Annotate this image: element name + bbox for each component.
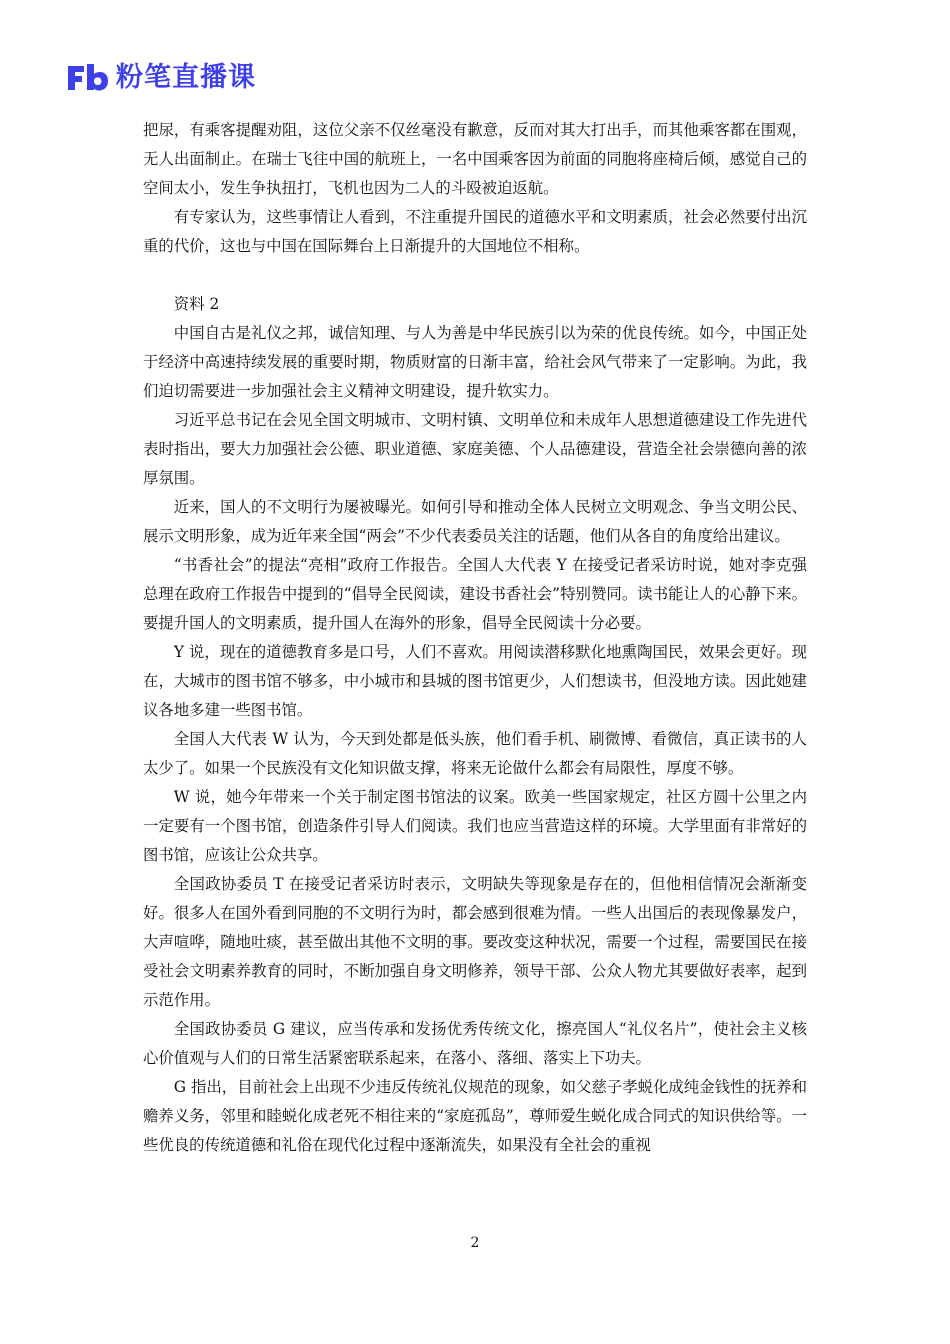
paragraph-spacer [143,261,807,290]
document-body [143,116,807,1160]
paragraph: “书香社会”的提法“亮相”政府工作报告。全国人大代表 Y 在接受记者采访时说，她对李克强总理在政府工作报告中提到的“倡导全民阅读，建设书香社会”特别赞同。读书能让人的心静下来。要提升国人的文明素质，提升国人在海外的形象，倡导全民阅读十分必要。 [143,556,807,632]
paragraph: 中国自古是礼仪之邦，诚信知理、与人为善是中华民族引以为荣的优良传统。如今，中国正处于经济中高速持续发展的重要时期，物质财富的日渐丰富，给社会风气带来了一定影响。为此，我们迫切需要进一步加强社会主义精神文明建设，提升软实力。 [143,324,807,400]
paragraph: Y 说，现在的道德教育多是口号，人们不喜欢。用阅读潜移默化地熏陶国民，效果会更好。现在，大城市的图书馆不够多，中小城市和县城的图书馆更少，人们想读书，但没地方读。因此她建议各地多建一些图书馆。 [143,643,807,719]
header-logo [66,58,256,98]
paragraph: 习近平总书记在会见全国文明城市、文明村镇、文明单位和未成年人思想道德建设工作先进代表时指出，要大力加强社会公德、职业道德、家庭美德、个人品德建设，营造全社会崇德向善的浓厚氛围。 [143,411,807,487]
paragraph: W 说，她今年带来一个关于制定图书馆法的议案。欧美一些国家规定，社区方圆十公里之内一定要有一个图书馆，创造条件引导人们阅读。我们也应当营造这样的环境。大学里面有非常好的图书馆，应该让公众共享。 [143,788,807,864]
paragraph: 有专家认为，这些事情让人看到，不注重提升国民的道德水平和文明素质，社会必然要付出沉重的代价，这也与中国在国际舞台上日渐提升的大国地位不相称。 [143,208,807,255]
paragraph: 近来，国人的不文明行为屡被曝光。如何引导和推动全体人民树立文明观念、争当文明公民、展示文明形象，成为近年来全国“两会”不少代表委员关注的话题，他们从各自的角度给出建议。 [143,498,807,545]
paragraph: 全国政协委员 T 在接受记者采访时表示，文明缺失等现象是存在的，但他相信情况会渐渐变好。很多人在国外看到同胞的不文明行为时，都会感到很难为情。一些人出国后的表现像暴发户，大声喧哗，随地吐痰，甚至做出其他不文明的事。要改变这种状况，需要一个过程，需要国民在接受社会文明素养教育的同时，不断加强自身文明修养，领导干部、公众人物尤其要做好表率，起到示范作用。 [143,875,807,1009]
paragraph: G 指出，目前社会上出现不少违反传统礼仪规范的现象，如父慈子孝蜕化成纯金钱性的抚养和赡养义务，邻里和睦蜕化成老死不相往来的“家庭孤岛”，尊师爱生蜕化成合同式的知识供给等。一些优良的传统道德和礼俗在现代化过程中逐渐流失，如果没有全社会的重视 [143,1078,807,1154]
fenbi-logo-icon [66,62,110,94]
paragraph: 全国人大代表 W 认为，今天到处都是低头族，他们看手机、刷微博、看微信，真正读书的人太少了。如果一个民族没有文化知识做支撑，将来无论做什么都会有局限性，厚度不够。 [143,730,807,777]
paragraph-continued: 把尿，有乘客提醒劝阻，这位父亲不仅丝毫没有歉意，反而对其大打出手，而其他乘客都在围观，无人出面制止。在瑞士飞往中国的航班上，一名中国乘客因为前面的同胞将座椅后倾，感觉自己的空间太小，发生争执扭打，飞机也因为二人的斗殴被迫返航。 [143,121,807,197]
section-heading: 资料 2 [173,295,220,313]
logo-text: 粉笔直播课 [116,62,256,93]
page-number: 2 [470,1235,480,1251]
paragraph: 全国政协委员 G 建议，应当传承和发扬优秀传统文化，擦亮国人“礼仪名片”，使社会主义核心价值观与人们的日常生活紧密联系起来，在落小、落细、落实上下功夫。 [143,1020,807,1067]
